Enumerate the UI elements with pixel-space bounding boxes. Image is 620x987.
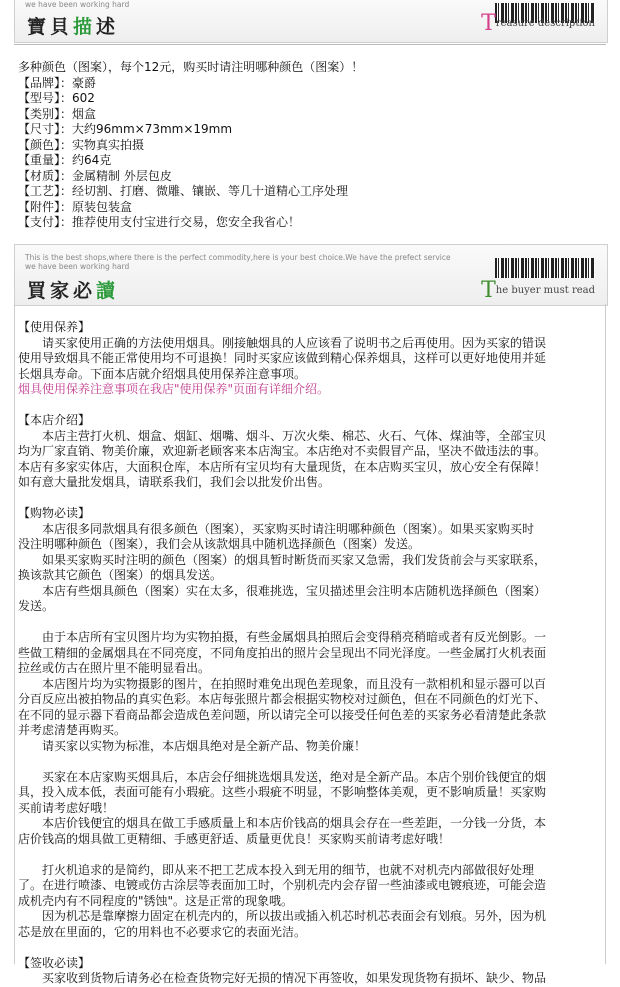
spec-row: 【附件】：原装包装盒 [18, 199, 133, 214]
section-heading: 【签收必读】 [18, 955, 91, 970]
section-heading: 【使用保养】 [18, 320, 91, 334]
body-line: 买家收到货物后请务必在检查货物完好无损的情况下再签收，如果发现货物有损坏、缺少、物品 [18, 971, 547, 985]
product-specs [18, 60, 608, 231]
body-line: 本店很多同款烟具有很多颜色（图案），买家购买时请注明哪种颜色（图案）。如果买家购买时 [18, 521, 535, 536]
buyer-notice-body [18, 320, 602, 987]
paragraph-gap [18, 940, 602, 956]
body-line: 没注明哪种颜色（图案），我们会从该款烟具中随机选择颜色（图案）发送。 [18, 537, 421, 551]
body-line: 店价钱高的烟具做工更精细、手感更舒适、质量更优良！买家购买前请考虑好哦！ [18, 831, 451, 846]
banner-tagline: we have been working hard [25, 0, 130, 9]
paragraph-gap [18, 398, 602, 414]
paragraph-gap [18, 615, 602, 631]
banner-subtitle-initial: T [481, 11, 496, 36]
banner-title-part2: 描 [73, 16, 97, 38]
body-line: 在不同的显示器下看商品都会造成色差问题，所以请完全可以接受任何色差的买家务必看清楚此条款 [18, 707, 547, 722]
banner-tagline [25, 253, 451, 271]
body-line: 本店主营打火机、烟盒、烟缸、烟嘴、烟斗、万次火柴、棉芯、火石、气体、煤油等，全部宝贝 [18, 428, 547, 443]
body-line: 买前请考虑好哦！ [18, 800, 115, 815]
body-line: 换该款其它颜色（图案）的烟具发送。 [18, 568, 223, 582]
body-line: 芯是放在里面的，它的用料也不必要求它的表面光洁。 [18, 924, 307, 939]
barcode-graphic [495, 258, 595, 278]
spec-row: 【品牌】：豪爵 [18, 75, 97, 90]
body-line: 长烟具寿命。下面本店就介绍烟具使用保养注意事项。 [18, 366, 307, 381]
banner-subtitle-text: he buyer must read [495, 285, 595, 296]
spec-row: 【尺寸】：大约96mm×73mm×19mm [18, 122, 233, 136]
body-line: 由于本店所有宝贝图片均为实物拍摄，有些金属烟具拍照后会变得稍亮稍暗或者有反光倒影。一 [18, 630, 547, 644]
paragraph-gap [18, 754, 602, 770]
spec-row: 【支付】：推荐使用支付宝进行交易，您安全我省心！ [18, 215, 301, 229]
body-line: 成机壳内有不同程度的"锈蚀"。这是正常的现象哦。 [18, 893, 294, 908]
body-line: 打火机追求的是简约，即从来不把工艺成本投入到无用的细节，也就不对机壳内部做很好处理 [18, 862, 535, 877]
body-line: 烟具使用保养注意事项在我店"使用保养"页面有详细介绍。 [18, 382, 330, 396]
banner-title-part1: 寶貝 [27, 16, 74, 38]
banner-subtitle-text: reasure description [495, 18, 595, 29]
spec-row: 【工艺】：经切割、打磨、微雕、镶嵌、等几十道精心工序处理 [18, 184, 349, 198]
spec-row: 【类别】：烟盒 [18, 106, 97, 121]
spec-row: 【颜色】：实物真实拍摄 [18, 137, 145, 152]
banner-title-part3: 述 [96, 16, 120, 38]
paragraph-gap [18, 847, 602, 863]
body-line: 本店图片均为实物摄影的图片，在拍照时难免出现色差现象，而且没有一款相机和显示器可以百 [18, 676, 547, 691]
banner-subtitle-initial: T [481, 278, 496, 303]
spec-row: 【型号】：602 [18, 91, 95, 105]
buyer-must-read-banner [14, 244, 608, 306]
body-line: 因为机芯是靠摩擦力固定在机壳内的，所以拔出或插入机芯时机芯表面会有划痕。另外，因为机 [18, 909, 547, 923]
paragraph-gap [18, 491, 602, 507]
body-line: 本店有多家实体店，大面积仓库，本店所有宝贝均有大量现货，在本店购买宝贝，放心安全有保障！ [18, 459, 547, 474]
section-heading: 【购物必读】 [18, 506, 91, 520]
banner-subtitle [481, 278, 595, 303]
banner-title [27, 276, 119, 303]
banner-title-part2: 必 [73, 280, 97, 302]
body-line: 如果买家购买时注明的颜色（图案）的烟具暂时断货而买家又急需，我们发货前会与买家联系， [18, 552, 547, 567]
body-line: 些做工精细的金属烟具在不同亮度，不同角度拍出的照片会呈现出不同光泽度。一些金属打火机表面 [18, 645, 547, 660]
banner-tagline-line2: we have been working hard [25, 262, 130, 271]
banner-tagline-line1: This is the best shops,where there is the perfect commodity,here is your best choice.We have the prefect service [25, 253, 451, 262]
banner-title-part1: 買家 [27, 280, 74, 302]
divider [14, 44, 606, 45]
body-line: 了。在进行喷漆、电镀或仿古涂层等表面加工时，个别机壳内会存留一些油漆或电镀痕迹，可能会造 [18, 878, 547, 892]
body-line: 本店价钱便宜的烟具在做工手感质量上和本店价钱高的烟具会存在一些差距，一分钱一分货，本 [18, 816, 547, 830]
treasure-description-banner [14, 0, 608, 43]
body-line: 拉丝或仿古在照片里不能明显看出。 [18, 661, 211, 675]
body-line: 使用导致烟具不能正常使用均不可退换！同时买家应该做到精心保养烟具，这样可以更好地使用并延 [18, 351, 547, 365]
body-line: 买家在本店家购买烟具后，本店会仔细挑选烟具发送，绝对是全新产品。本店个别价钱便宜的烟 [18, 769, 547, 784]
specs-intro: 多种颜色（图案），每个12元，购买时请注明哪种颜色（图案）！ [18, 60, 364, 74]
body-line: 均为厂家直销、物美价廉，欢迎新老顾客来本店淘宝。本店绝对不卖假冒产品，坚决不做违法的事。 [18, 444, 547, 458]
body-line: 如有意大量批发烟具，请联系我们，我们会以批发价出售。 [18, 475, 331, 489]
section-heading: 【本店介绍】 [18, 413, 91, 427]
body-line: 本店有些烟具颜色（图案）实在太多，很难挑选，宝贝描述里会注明本店随机选择颜色（图案） [18, 583, 547, 598]
body-line: 发送。 [18, 599, 55, 613]
body-line: 分百反应出被拍物品的真实色彩。本店每张照片都会根据实物校对过颜色，但在不同颜色的灯光下、 [18, 692, 547, 706]
body-line: 请买家使用正确的方法使用烟具。刚接触烟具的人应该看了说明书之后再使用。因为买家的错误 [18, 335, 547, 350]
spec-row: 【重量】：约64克 [18, 153, 112, 167]
body-line: 具，投入成本低，表面可能有小瑕疵。这些小瑕疵不明显，不影响整体美观，更不影响质量！买家购 [18, 785, 547, 799]
body-line: 请买家以实物为标准，本店烟具绝对是全新产品、物美价廉！ [18, 738, 367, 753]
body-line: 并考虑清楚再购买。 [18, 723, 127, 737]
spec-row: 【材质】：金属精制 外层包皮 [18, 168, 172, 183]
banner-title-part3: 讀 [96, 280, 120, 302]
banner-title [27, 12, 119, 39]
banner-subtitle [481, 11, 595, 36]
